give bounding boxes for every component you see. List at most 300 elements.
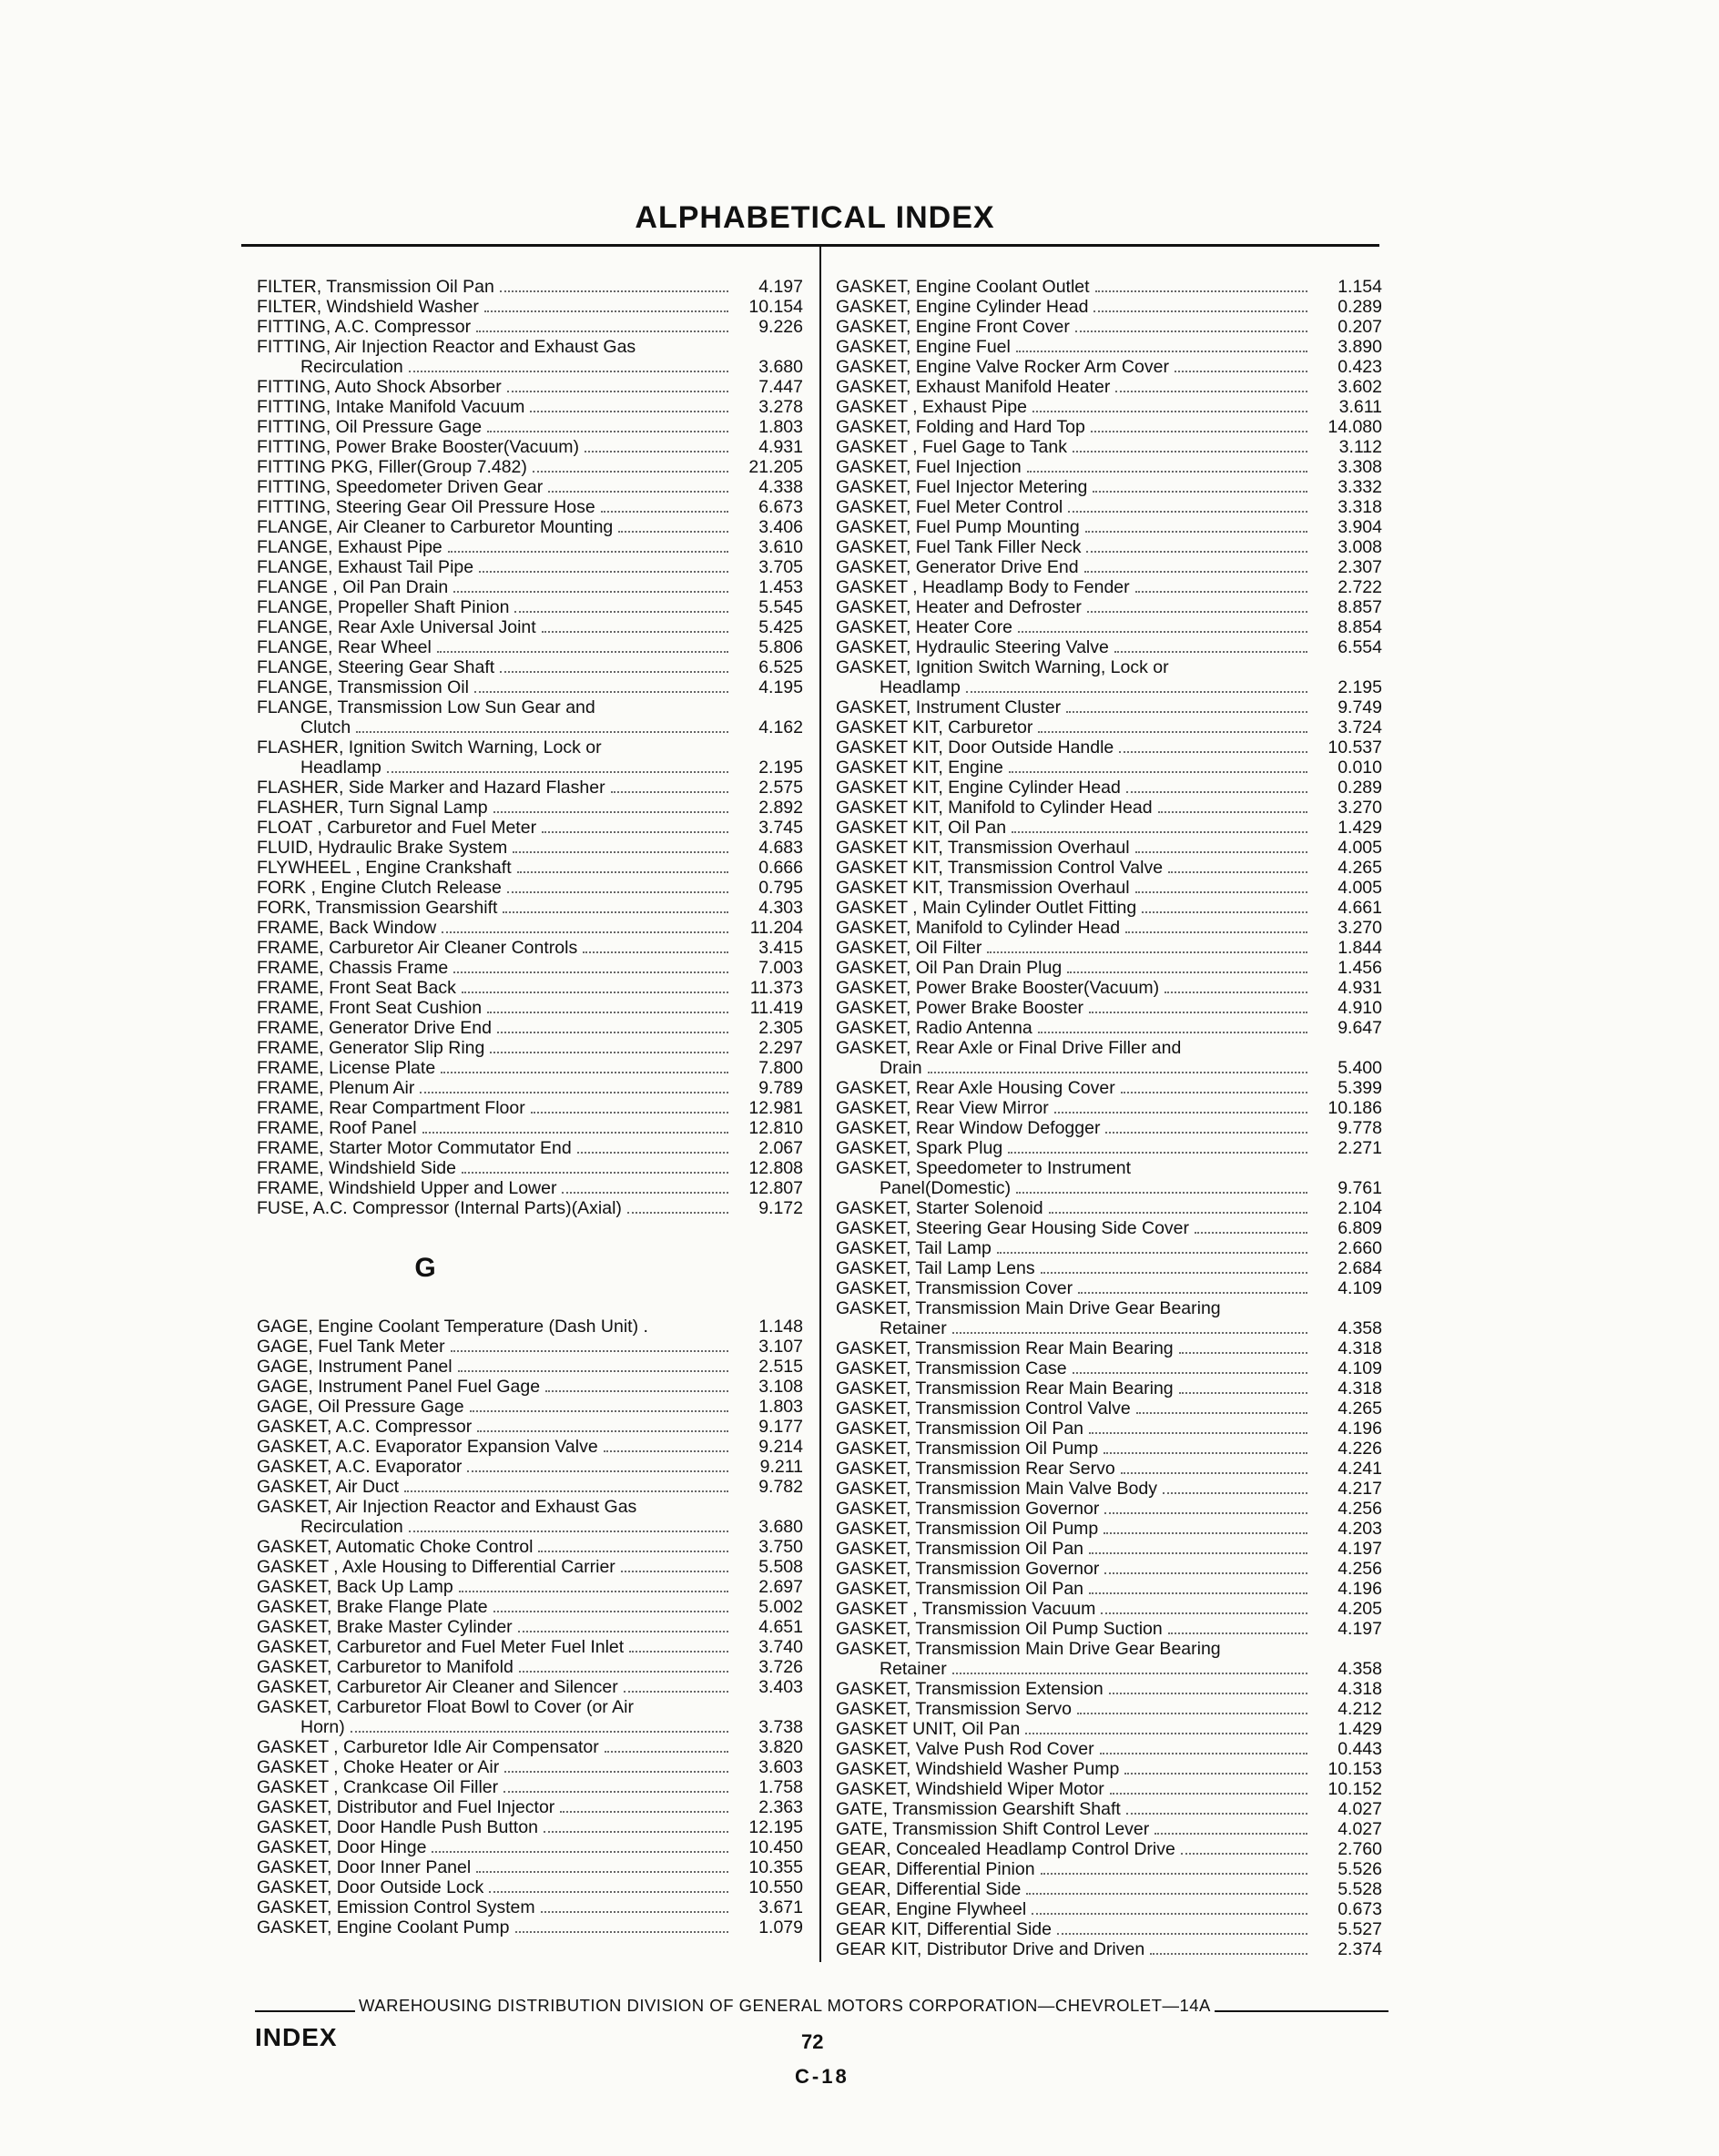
dot-leader [1135, 591, 1307, 593]
entry-name: FLASHER, Side Marker and Hazard Flasher [257, 778, 605, 798]
dot-leader [1181, 1853, 1307, 1855]
index-entry [257, 878, 803, 898]
index-entry [257, 317, 803, 337]
entry-page-ref: 2.305 [758, 1018, 803, 1038]
entry-name: GEAR, Differential Pinion [836, 1859, 1035, 1879]
dot-leader [1077, 1713, 1307, 1714]
entry-name: GASKET, Windshield Wiper Motor [836, 1779, 1104, 1799]
dot-leader [1018, 631, 1307, 633]
index-entry [257, 737, 803, 758]
entry-name: GASKET, Exhaust Manifold Heater [836, 377, 1111, 397]
entry-page-ref: 0.666 [758, 858, 803, 878]
dot-leader [422, 1132, 728, 1134]
index-entry [836, 1459, 1382, 1479]
entry-name: Panel(Domestic) [880, 1178, 1012, 1198]
index-entry [836, 377, 1382, 397]
dot-leader [1016, 1192, 1307, 1194]
entry-page-ref: 1.453 [758, 577, 803, 597]
entry-name: FILTER, Windshield Washer [257, 297, 479, 317]
entry-page-ref: 3.745 [758, 818, 803, 838]
dot-leader [503, 911, 728, 913]
entry-name: GASKET, Fuel Tank Filler Neck [836, 537, 1082, 557]
entry-page-ref: 5.806 [758, 637, 803, 657]
index-entry [836, 838, 1382, 858]
index-entry [257, 1657, 803, 1677]
entry-name: FRAME, Carburetor Air Cleaner Controls [257, 938, 578, 958]
index-entry [836, 1659, 1382, 1679]
entry-name: GASKET, Heater Core [836, 617, 1012, 637]
entry-name: GAGE, Oil Pressure Gage [257, 1397, 464, 1417]
dot-leader [1179, 1352, 1307, 1354]
entry-page-ref: 2.363 [758, 1797, 803, 1817]
dot-leader [1049, 1212, 1307, 1214]
entry-name: FLANGE , Oil Pan Drain [257, 577, 449, 597]
entry-page-ref: 6.554 [1338, 637, 1382, 657]
dot-leader [515, 1931, 729, 1933]
entry-page-ref: 12.195 [748, 1817, 803, 1837]
entry-name: GASKET, Carburetor Float Bowl to Cover (or Air [257, 1697, 634, 1717]
entry-page-ref: 11.373 [749, 978, 803, 998]
dot-leader [462, 1172, 728, 1174]
entry-page-ref: 3.610 [758, 537, 803, 557]
index-entry [257, 1377, 803, 1397]
entry-page-ref: 10.537 [1327, 737, 1382, 758]
entry-name: Retainer [880, 1659, 947, 1679]
index-entry [836, 1338, 1382, 1358]
index-entry [836, 1419, 1382, 1439]
entry-name: GASKET, A.C. Compressor [257, 1417, 473, 1437]
entry-name: GASKET, Spark Plug [836, 1138, 1003, 1158]
dot-leader [459, 1591, 728, 1592]
page-number: 72 [801, 2030, 824, 2053]
entry-name: Recirculation [300, 357, 403, 377]
page-title: ALPHABETICAL INDEX [635, 200, 995, 235]
entry-name: GASKET KIT, Carburetor [836, 717, 1033, 737]
entry-name: FRAME, License Plate [257, 1058, 436, 1078]
entry-name: GASKET, Fuel Injector Metering [836, 477, 1088, 497]
dot-leader [538, 1551, 728, 1552]
index-entry [257, 1038, 803, 1058]
index-entry [257, 1837, 803, 1857]
index-entry [257, 1018, 803, 1038]
entry-name: GASKET, Transmission Rear Main Bearing [836, 1378, 1174, 1398]
dot-leader [1104, 1532, 1307, 1534]
entry-name: GASKET , Headlamp Body to Fender [836, 577, 1130, 597]
entry-page-ref: 10.186 [1327, 1098, 1382, 1118]
entry-name: GASKET, Distributor and Fuel Injector [257, 1797, 555, 1817]
entry-page-ref: 7.003 [758, 958, 803, 978]
index-entry [257, 457, 803, 477]
dot-leader [504, 1771, 728, 1773]
dot-leader [533, 471, 728, 473]
index-entry [836, 1058, 1382, 1078]
dot-leader [518, 1631, 728, 1632]
entry-page-ref: 12.981 [748, 1098, 803, 1118]
entry-name: GASKET, Back Up Lamp [257, 1577, 453, 1597]
entry-name: GASKET, Oil Pan Drain Plug [836, 958, 1063, 978]
entry-name: GASKET, Automatic Choke Control [257, 1537, 534, 1557]
entry-page-ref: 4.303 [758, 898, 803, 918]
entry-name: GASKET, Transmission Governor [836, 1559, 1100, 1579]
index-entry [257, 938, 803, 958]
index-entry [836, 1158, 1382, 1178]
index-entry [257, 1797, 803, 1817]
index-entry [257, 1677, 803, 1697]
entry-name: FITTING, Oil Pressure Gage [257, 417, 483, 437]
dot-leader [453, 971, 728, 973]
entry-name: FORK , Engine Clutch Release [257, 878, 502, 898]
dot-leader [507, 391, 728, 392]
entry-name: GASKET, Starter Solenoid [836, 1198, 1043, 1218]
entry-name: GASKET, Transmission Case [836, 1358, 1067, 1378]
index-entry [257, 958, 803, 978]
dot-leader [474, 691, 728, 693]
index-entry [836, 1739, 1382, 1759]
dot-leader [448, 551, 728, 553]
entry-name: GASKET, Rear Axle Housing Cover [836, 1078, 1115, 1098]
entry-name: FLANGE, Rear Axle Universal Joint [257, 617, 536, 637]
dot-leader [1150, 1953, 1307, 1955]
entry-name: FITTING, Power Brake Booster(Vacuum) [257, 437, 579, 457]
entry-name: Recirculation [300, 1517, 403, 1537]
index-entry [836, 297, 1382, 317]
entry-name: GASKET, Valve Push Rod Cover [836, 1739, 1094, 1759]
dot-leader [1038, 1032, 1307, 1033]
dot-leader [601, 511, 728, 513]
entry-name: Horn) [300, 1717, 345, 1737]
entry-page-ref: 4.358 [1338, 1659, 1382, 1679]
dot-leader [583, 951, 728, 953]
dot-leader [1126, 1813, 1307, 1815]
entry-name: GASKET, Engine Fuel [836, 337, 1011, 357]
index-entry [257, 617, 803, 637]
dot-leader [1168, 871, 1307, 873]
entry-name: GASKET, Rear View Mirror [836, 1098, 1049, 1118]
entry-name: GASKET , Fuel Gage to Tank [836, 437, 1067, 457]
index-entry [836, 1298, 1382, 1318]
entry-page-ref: 2.374 [1338, 1939, 1382, 1959]
entry-name: GASKET , Crankcase Oil Filler [257, 1777, 499, 1797]
index-entry [836, 417, 1382, 437]
entry-name: GASKET , Axle Housing to Differential Carrier [257, 1557, 615, 1577]
index-entry [836, 1198, 1382, 1218]
entry-name: GATE, Transmission Shift Control Lever [836, 1819, 1150, 1839]
entry-page-ref: 9.749 [1338, 697, 1382, 717]
index-entry [836, 637, 1382, 657]
entry-page-ref: 4.683 [758, 838, 803, 858]
dot-leader [476, 331, 728, 332]
index-entry [836, 617, 1382, 637]
dot-leader [928, 1072, 1307, 1073]
dot-leader [432, 1851, 728, 1853]
entry-page-ref: 3.890 [1338, 337, 1382, 357]
dot-leader [507, 891, 728, 893]
left-entries-g [257, 1317, 803, 1937]
entry-page-ref: 4.651 [758, 1617, 803, 1637]
entry-page-ref: 3.680 [758, 357, 803, 377]
entry-name: FRAME, Windshield Side [257, 1158, 456, 1178]
entry-name: GASKET, Folding and Hard Top [836, 417, 1085, 437]
index-entry [257, 337, 803, 357]
entry-name: GEAR KIT, Differential Side [836, 1919, 1052, 1939]
entry-page-ref: 3.671 [758, 1897, 803, 1917]
entry-page-ref: 0.010 [1338, 758, 1382, 778]
entry-name: FRAME, Chassis Frame [257, 958, 449, 978]
index-entry [257, 838, 803, 858]
entry-page-ref: 4.197 [758, 277, 803, 297]
index-entry [257, 818, 803, 838]
index-entry [836, 1779, 1382, 1799]
entry-name: FRAME, Generator Slip Ring [257, 1038, 485, 1058]
index-entry [257, 1857, 803, 1877]
entry-name: FRAME, Windshield Upper and Lower [257, 1178, 557, 1198]
index-entry [257, 1457, 803, 1477]
entry-name: GASKET, Tail Lamp [836, 1238, 992, 1258]
entry-name: GASKET KIT, Door Outside Handle [836, 737, 1114, 758]
dot-leader [1121, 1472, 1307, 1474]
index-entry [257, 1737, 803, 1757]
index-entry [257, 557, 803, 577]
index-entry [836, 758, 1382, 778]
index-entry [257, 1877, 803, 1897]
entry-name: FLASHER, Ignition Switch Warning, Lock or [257, 737, 602, 758]
entry-page-ref: 1.154 [1338, 277, 1382, 297]
entry-name: FRAME, Rear Compartment Floor [257, 1098, 525, 1118]
index-entry [836, 597, 1382, 617]
entry-page-ref: 4.203 [1338, 1519, 1382, 1539]
entry-page-ref: 4.196 [1338, 1579, 1382, 1599]
dot-leader [627, 1212, 728, 1214]
index-entry [257, 1437, 803, 1457]
entry-name: FRAME, Back Window [257, 918, 437, 938]
entry-name: FLANGE, Air Cleaner to Carburetor Mounting [257, 517, 614, 537]
entry-page-ref: 10.450 [748, 1837, 803, 1857]
entry-page-ref: 10.550 [748, 1877, 803, 1897]
index-entry [836, 1759, 1382, 1779]
dot-leader [621, 1571, 728, 1572]
dot-leader [966, 691, 1307, 693]
index-entry [257, 717, 803, 737]
dot-leader [489, 1891, 728, 1893]
dot-leader [1008, 1152, 1307, 1154]
entry-page-ref: 21.205 [748, 457, 803, 477]
entry-name: FITTING, Intake Manifold Vacuum [257, 397, 525, 417]
entry-page-ref: 0.443 [1338, 1739, 1382, 1759]
dot-leader [1078, 1292, 1307, 1294]
entry-page-ref: 9.778 [1338, 1118, 1382, 1138]
entry-name: GASKET, Transmission Oil Pan [836, 1579, 1084, 1599]
entry-name: FORK, Transmission Gearshift [257, 898, 498, 918]
dot-leader [542, 831, 728, 833]
entry-page-ref: 2.515 [758, 1357, 803, 1377]
index-entry [836, 1078, 1382, 1098]
entry-page-ref: 4.005 [1338, 838, 1382, 858]
dot-leader [1027, 471, 1307, 473]
entry-name: Headlamp [880, 677, 961, 697]
entry-name: GASKET KIT, Transmission Overhaul [836, 878, 1130, 898]
dot-leader [624, 1691, 728, 1693]
page-code: C-18 [795, 2065, 849, 2088]
entry-page-ref: 9.647 [1338, 1018, 1382, 1038]
dot-leader [1089, 1012, 1307, 1013]
index-entry [257, 1357, 803, 1377]
index-entry [257, 697, 803, 717]
dot-leader [1095, 290, 1307, 292]
index-entry [836, 1919, 1382, 1939]
index-entry [257, 1497, 803, 1517]
entry-page-ref: 5.528 [1338, 1879, 1382, 1899]
dot-leader [952, 1673, 1307, 1674]
index-entry [257, 898, 803, 918]
entry-name: GEAR, Differential Side [836, 1879, 1022, 1899]
entry-page-ref: 4.910 [1338, 998, 1382, 1018]
entry-page-ref: 5.526 [1338, 1859, 1382, 1879]
index-entry [257, 357, 803, 377]
entry-name: GASKET, Transmission Servo [836, 1699, 1073, 1719]
index-entry [257, 477, 803, 497]
index-entry [257, 577, 803, 597]
dot-leader [1041, 1272, 1307, 1274]
entry-page-ref: 3.750 [758, 1537, 803, 1557]
entry-name: GASKET, Hydraulic Steering Valve [836, 637, 1109, 657]
entry-page-ref: 4.109 [1338, 1278, 1382, 1298]
index-entry [836, 898, 1382, 918]
entry-name: GASKET, Rear Window Defogger [836, 1118, 1101, 1138]
dot-leader [514, 611, 728, 613]
index-entry [836, 357, 1382, 377]
entry-page-ref: 4.197 [1338, 1619, 1382, 1639]
dot-leader [541, 1911, 728, 1913]
entry-name: FITTING, Steering Gear Oil Pressure Hose [257, 497, 595, 517]
entry-page-ref: 5.002 [758, 1597, 803, 1617]
index-entry [257, 1337, 803, 1357]
dot-leader [1110, 1793, 1307, 1795]
dot-leader [470, 1410, 728, 1412]
entry-page-ref: 4.226 [1338, 1439, 1382, 1459]
entry-page-ref: 4.661 [1338, 898, 1382, 918]
dot-leader [544, 1831, 728, 1833]
dot-leader [1084, 571, 1307, 573]
entry-name: GASKET, Ignition Switch Warning, Lock or [836, 657, 1169, 677]
index-entry [257, 1477, 803, 1497]
entry-name: GASKET, Oil Filter [836, 938, 982, 958]
entry-name: GASKET, Rear Axle or Final Drive Filler and [836, 1038, 1182, 1058]
entry-name: GASKET, A.C. Evaporator Expansion Valve [257, 1437, 598, 1457]
entry-page-ref: 9.211 [759, 1457, 803, 1477]
entry-page-ref: 9.177 [758, 1417, 803, 1437]
entry-name: FITTING, Speedometer Driven Gear [257, 477, 544, 497]
index-entry [836, 1398, 1382, 1419]
dot-leader [487, 1012, 728, 1013]
index-entry [257, 1058, 803, 1078]
index-entry [836, 958, 1382, 978]
dot-leader [1091, 431, 1307, 432]
entry-page-ref: 3.308 [1338, 457, 1382, 477]
entry-page-ref: 6.809 [1338, 1218, 1382, 1238]
index-entry [836, 858, 1382, 878]
index-entry [836, 1719, 1382, 1739]
dot-leader [1105, 1132, 1307, 1134]
dot-leader [1085, 531, 1307, 533]
index-entry [836, 778, 1382, 798]
entry-page-ref: 3.112 [1338, 437, 1382, 457]
entry-page-ref: 2.722 [1338, 577, 1382, 597]
index-entry [257, 1517, 803, 1537]
entry-name: GASKET, Fuel Meter Control [836, 497, 1063, 517]
entry-page-ref: 1.148 [758, 1317, 803, 1337]
index-entry [836, 337, 1382, 357]
entry-page-ref: 9.761 [1338, 1178, 1382, 1198]
index-entry [257, 918, 803, 938]
entry-page-ref: 4.256 [1338, 1499, 1382, 1519]
entry-page-ref: 10.152 [1327, 1779, 1382, 1799]
entry-page-ref: 4.318 [1338, 1338, 1382, 1358]
dot-leader [1009, 771, 1307, 773]
entry-name: GASKET KIT, Transmission Control Valve [836, 858, 1164, 878]
index-entry [257, 297, 803, 317]
dot-leader [351, 1731, 728, 1733]
entry-page-ref: 9.782 [758, 1477, 803, 1497]
entry-name: GASKET KIT, Engine [836, 758, 1003, 778]
entry-name: GASKET UNIT, Oil Pan [836, 1719, 1021, 1739]
index-entry [257, 1817, 803, 1837]
dot-leader [611, 791, 728, 793]
entry-name: FRAME, Front Seat Back [257, 978, 456, 998]
dot-leader [585, 451, 728, 453]
index-entry [257, 1597, 803, 1617]
dot-leader [442, 931, 728, 933]
dot-leader [513, 851, 728, 853]
dot-leader [1089, 1552, 1307, 1554]
entry-page-ref: 0.289 [1338, 297, 1382, 317]
entry-name: GASKET KIT, Engine Cylinder Head [836, 778, 1121, 798]
index-entry [257, 657, 803, 677]
entry-name: GASKET, Transmission Main Drive Gear Bearing [836, 1298, 1221, 1318]
entry-name: GAGE, Engine Coolant Temperature (Dash Unit) . [257, 1317, 648, 1337]
dot-leader [1104, 1452, 1307, 1454]
dot-leader [1032, 1913, 1307, 1915]
entry-page-ref: 2.307 [1338, 557, 1382, 577]
entry-page-ref: 4.109 [1338, 1358, 1382, 1378]
entry-page-ref: 9.172 [758, 1198, 803, 1218]
dot-leader [618, 531, 728, 533]
entry-name: GASKET, Engine Valve Rocker Arm Cover [836, 357, 1169, 377]
dot-leader [1121, 1092, 1307, 1093]
index-entry [257, 1697, 803, 1717]
entry-page-ref: 3.602 [1338, 377, 1382, 397]
index-entry [836, 277, 1382, 297]
dot-leader [1154, 1833, 1307, 1835]
index-entry [836, 1559, 1382, 1579]
entry-name: GASKET, Windshield Washer Pump [836, 1759, 1120, 1779]
dot-leader [500, 671, 728, 673]
dot-leader [1032, 411, 1307, 412]
index-entry [836, 1118, 1382, 1138]
dot-leader [605, 1751, 728, 1753]
entry-name: GASKET, Radio Antenna [836, 1018, 1032, 1038]
section-letter: G [414, 1253, 436, 1283]
entry-page-ref: 3.680 [758, 1517, 803, 1537]
entry-name: GASKET, Tail Lamp Lens [836, 1258, 1035, 1278]
dot-leader [577, 1152, 728, 1154]
dot-leader [453, 591, 728, 593]
index-entry [836, 1539, 1382, 1559]
entry-name: GAGE, Instrument Panel Fuel Gage [257, 1377, 541, 1397]
dot-leader [548, 491, 728, 493]
dot-leader [493, 1611, 728, 1612]
entry-page-ref: 4.318 [1338, 1378, 1382, 1398]
entry-name: GASKET KIT, Transmission Overhaul [836, 838, 1130, 858]
